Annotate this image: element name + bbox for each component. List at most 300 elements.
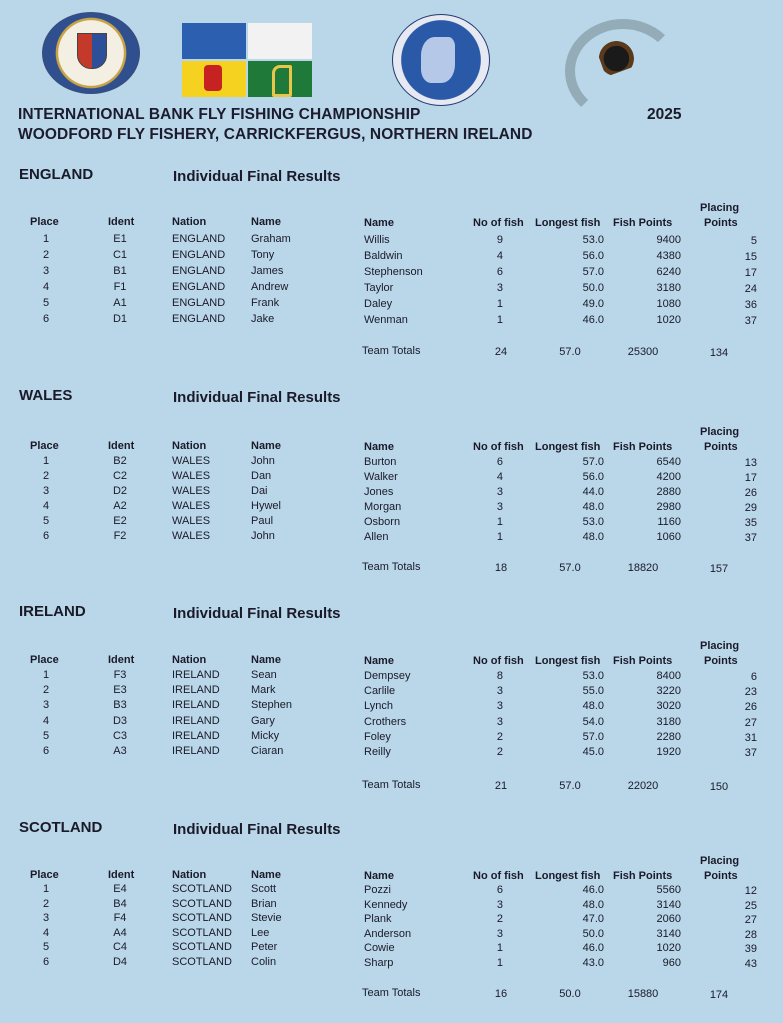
cell-last-name: Reilly: [364, 746, 391, 758]
cell-longest-fish: 46.0: [582, 314, 604, 326]
cell-place: 1: [42, 455, 50, 467]
col-header-last-name: Name: [364, 441, 394, 453]
team-total-placing: 157: [709, 563, 729, 575]
cell-last-name: Cowie: [364, 942, 395, 954]
section-country-heading: SCOTLAND: [19, 819, 103, 836]
cell-placing-points: 36: [744, 299, 757, 311]
cell-last-name: Kennedy: [364, 898, 408, 911]
cell-last-name: Taylor: [364, 282, 394, 294]
cell-place: 3: [42, 912, 50, 924]
cell-first-name: Andrew: [251, 281, 289, 293]
cell-nation: SCOTLAND: [172, 912, 232, 924]
col-header-ident: Ident: [108, 216, 135, 228]
cell-placing-points: 23: [744, 686, 757, 699]
team-total-fish: 21: [494, 780, 508, 792]
cell-last-name: Willis: [364, 234, 390, 246]
cell-last-name: Anderson: [364, 927, 412, 940]
cell-longest-fish: 44.0: [582, 486, 604, 498]
cell-first-name: Stevie: [251, 912, 282, 924]
cell-first-name: Lee: [251, 926, 270, 939]
cell-no-of-fish: 1: [496, 298, 503, 310]
col-header-place: Place: [30, 654, 59, 666]
cell-fish-points: 1080: [656, 298, 681, 310]
cell-ident: C3: [112, 729, 128, 742]
cell-place: 5: [42, 729, 50, 742]
cell-place: 1: [42, 233, 50, 245]
cell-no-of-fish: 4: [496, 471, 503, 483]
cell-longest-fish: 54.0: [582, 715, 604, 728]
cell-fish-points: 4380: [656, 250, 681, 262]
cell-place: 1: [42, 883, 50, 895]
col-header-points: Points: [704, 441, 738, 453]
cell-place: 6: [42, 955, 50, 968]
cell-ident: B2: [113, 455, 127, 467]
cell-placing-points: 35: [744, 517, 757, 529]
cell-placing-points: 27: [744, 716, 757, 729]
cell-ident: D3: [112, 714, 128, 727]
cell-fish-points: 1920: [656, 746, 681, 758]
col-header-points: Points: [704, 217, 738, 229]
team-totals-label: Team Totals: [362, 779, 421, 791]
cell-longest-fish: 48.0: [582, 531, 604, 543]
logo-bar: [0, 8, 783, 103]
cell-last-name: Lynch: [364, 700, 393, 713]
cell-no-of-fish: 1: [496, 942, 503, 954]
cell-last-name: Daley: [364, 298, 393, 310]
cell-no-of-fish: 3: [496, 486, 503, 498]
cell-longest-fish: 56.0: [582, 250, 604, 262]
cell-fish-points: 960: [662, 956, 681, 969]
cell-nation: ENGLAND: [172, 265, 226, 277]
col-header-first-name: Name: [251, 869, 281, 881]
cell-nation: ENGLAND: [172, 313, 226, 325]
cell-place: 5: [42, 297, 50, 309]
cell-last-name: Carlile: [364, 685, 396, 698]
col-header-last-name: Name: [364, 655, 394, 667]
cell-longest-fish: 45.0: [582, 746, 604, 758]
cell-first-name: Jake: [251, 313, 275, 325]
red-hand-icon: [204, 65, 222, 91]
cell-ident: B4: [113, 897, 127, 910]
cell-first-name: Dai: [251, 485, 268, 497]
cell-ident: A3: [113, 745, 127, 757]
col-header-points: Points: [704, 870, 738, 882]
cell-nation: ENGLAND: [172, 281, 226, 293]
cell-placing-points: 26: [744, 487, 757, 499]
col-header-first-name: Name: [251, 216, 281, 228]
cell-nation: IRELAND: [172, 714, 220, 727]
cell-placing-points: 43: [744, 957, 757, 970]
cell-fish-points: 2280: [656, 730, 681, 743]
cell-fish-points: 1020: [656, 942, 681, 954]
section-subtitle: Individual Final Results: [173, 605, 341, 622]
cell-first-name: Scott: [251, 883, 277, 895]
cell-last-name: Sharp: [364, 956, 394, 969]
section-country-heading: ENGLAND: [19, 166, 94, 183]
col-header-placing: Placing: [700, 426, 740, 438]
cell-nation: ENGLAND: [172, 233, 226, 245]
col-header-ident: Ident: [108, 654, 135, 666]
cell-ident: E3: [113, 684, 127, 697]
flag-quarter-icon: [248, 23, 312, 59]
cell-ident: D2: [112, 485, 128, 497]
cell-place: 2: [42, 249, 50, 261]
cell-placing-points: 29: [744, 502, 757, 514]
cell-last-name: Crothers: [364, 715, 407, 728]
team-total-fish: 16: [494, 988, 508, 1000]
championship-year: 2025: [647, 106, 682, 123]
cell-longest-fish: 57.0: [582, 730, 604, 743]
cell-nation: SCOTLAND: [172, 883, 232, 895]
cell-first-name: Tony: [251, 249, 275, 261]
cell-first-name: Frank: [251, 297, 280, 309]
cell-first-name: Hywel: [251, 500, 281, 512]
cell-placing-points: 17: [744, 267, 757, 279]
cell-ident: A4: [113, 926, 127, 939]
team-total-points: 22020: [627, 780, 659, 792]
cell-first-name: John: [251, 455, 275, 467]
cell-fish-points: 9400: [656, 234, 681, 246]
col-header-fish-points: Fish Points: [613, 217, 673, 229]
team-total-longest: 57.0: [559, 780, 581, 792]
shield-icon: [77, 33, 107, 69]
cell-longest-fish: 57.0: [582, 266, 604, 278]
championship-title: INTERNATIONAL BANK FLY FISHING CHAMPIONSHIP: [18, 106, 421, 123]
cell-place: 4: [42, 500, 50, 512]
cell-fish-points: 3180: [656, 282, 681, 294]
col-header-longest-fish: Longest fish: [535, 441, 601, 453]
cell-longest-fish: 53.0: [582, 234, 604, 246]
cell-fish-points: 3140: [656, 898, 681, 911]
flag-quarter-icon: [182, 23, 246, 59]
cell-ident: E1: [113, 233, 127, 245]
team-total-points: 15880: [627, 988, 659, 1000]
cell-nation: WALES: [172, 530, 211, 542]
cell-nation: ENGLAND: [172, 249, 226, 261]
cell-place: 3: [42, 265, 50, 277]
team-total-placing: 134: [709, 347, 729, 359]
cell-placing-points: 24: [744, 283, 757, 295]
cell-fish-points: 6540: [656, 456, 681, 468]
cell-fish-points: 3140: [656, 927, 681, 940]
cell-place: 5: [42, 515, 50, 527]
col-header-nation: Nation: [172, 654, 207, 666]
cell-placing-points: 27: [744, 914, 757, 926]
cell-fish-points: 3180: [656, 715, 681, 728]
cell-longest-fish: 55.0: [582, 685, 604, 698]
cell-fish-points: 2880: [656, 486, 681, 498]
cell-longest-fish: 56.0: [582, 471, 604, 483]
cell-place: 4: [42, 926, 50, 939]
team-total-longest: 57.0: [559, 346, 581, 358]
col-header-nation: Nation: [172, 216, 207, 228]
section-subtitle: Individual Final Results: [173, 821, 341, 838]
cell-placing-points: 25: [744, 899, 757, 912]
cell-nation: ENGLAND: [172, 297, 226, 309]
cell-no-of-fish: 2: [496, 746, 503, 758]
welsh-association-logo: [555, 11, 675, 111]
harp-icon: [272, 65, 292, 97]
col-header-longest-fish: Longest fish: [535, 870, 601, 882]
col-header-last-name: Name: [364, 870, 394, 882]
cell-first-name: James: [251, 265, 284, 277]
cell-placing-points: 17: [744, 472, 757, 484]
cell-fish-points: 6240: [656, 266, 681, 278]
col-header-place: Place: [30, 440, 59, 452]
cell-first-name: Dan: [251, 470, 272, 482]
cell-no-of-fish: 3: [496, 715, 503, 728]
col-header-points: Points: [704, 655, 738, 667]
cell-first-name: Brian: [251, 897, 277, 910]
cell-longest-fish: 48.0: [582, 501, 604, 513]
team-total-points: 18820: [627, 562, 659, 574]
cell-ident: F3: [113, 669, 127, 681]
team-total-points: 25300: [627, 346, 659, 358]
cell-longest-fish: 57.0: [582, 456, 604, 468]
cell-nation: IRELAND: [172, 669, 220, 681]
cell-ident: D4: [112, 955, 128, 968]
cell-longest-fish: 46.0: [582, 884, 604, 896]
col-header-placing: Placing: [700, 202, 740, 214]
venue-title: WOODFORD FLY FISHERY, CARRICKFERGUS, NORTHERN IRELAND: [18, 126, 533, 143]
cell-placing-points: 39: [744, 943, 757, 955]
cell-last-name: Burton: [364, 456, 397, 468]
cell-first-name: Peter: [251, 941, 278, 953]
cell-no-of-fish: 3: [496, 927, 503, 940]
cell-ident: F4: [113, 912, 127, 924]
cell-placing-points: 12: [744, 885, 757, 897]
cell-no-of-fish: 8: [496, 670, 503, 682]
cell-place: 3: [42, 485, 50, 497]
cell-last-name: Pozzi: [364, 884, 391, 896]
cell-no-of-fish: 3: [496, 501, 503, 513]
cell-no-of-fish: 1: [496, 531, 503, 543]
cell-ident: B3: [113, 699, 127, 712]
col-header-fish-points: Fish Points: [613, 870, 673, 882]
cell-last-name: Dempsey: [364, 670, 411, 682]
cell-place: 6: [42, 530, 50, 542]
team-total-longest: 57.0: [559, 562, 581, 574]
cell-first-name: Colin: [251, 955, 277, 968]
cell-no-of-fish: 6: [496, 456, 503, 468]
cell-last-name: Stephenson: [364, 266, 423, 278]
col-header-ident: Ident: [108, 440, 135, 452]
cell-longest-fish: 53.0: [582, 516, 604, 528]
col-header-fish-points: Fish Points: [613, 655, 673, 667]
col-header-no-of-fish: No of fish: [473, 217, 524, 229]
cell-fish-points: 3020: [656, 700, 681, 713]
flag-quarter-icon: [182, 61, 246, 97]
cell-nation: IRELAND: [172, 745, 220, 757]
cell-nation: WALES: [172, 500, 211, 512]
col-header-first-name: Name: [251, 440, 281, 452]
col-header-place: Place: [30, 869, 59, 881]
cell-place: 5: [42, 941, 50, 953]
cell-no-of-fish: 1: [496, 956, 503, 969]
cell-no-of-fish: 6: [496, 266, 503, 278]
cell-fish-points: 3220: [656, 685, 681, 698]
cell-nation: SCOTLAND: [172, 941, 232, 953]
cell-placing-points: 37: [744, 315, 757, 327]
cell-last-name: Osborn: [364, 516, 401, 528]
cell-no-of-fish: 4: [496, 250, 503, 262]
scottish-anglers-logo: [392, 14, 490, 106]
col-header-ident: Ident: [108, 869, 135, 881]
cell-first-name: Ciaran: [251, 745, 284, 757]
cell-place: 2: [42, 897, 50, 910]
cell-first-name: Mark: [251, 684, 276, 697]
cell-ident: A2: [113, 500, 127, 512]
team-total-fish: 24: [494, 346, 508, 358]
cell-longest-fish: 50.0: [582, 282, 604, 294]
cell-place: 4: [42, 714, 50, 727]
cell-no-of-fish: 2: [496, 730, 503, 743]
cell-placing-points: 37: [744, 747, 757, 759]
cell-no-of-fish: 1: [496, 516, 503, 528]
cell-placing-points: 28: [744, 928, 757, 941]
cell-placing-points: 26: [744, 701, 757, 714]
team-totals-label: Team Totals: [362, 987, 421, 999]
cell-longest-fish: 46.0: [582, 942, 604, 954]
cell-nation: SCOTLAND: [172, 897, 232, 910]
cell-ident: E4: [113, 883, 127, 895]
col-header-no-of-fish: No of fish: [473, 870, 524, 882]
cell-last-name: Allen: [364, 531, 389, 543]
section-subtitle: Individual Final Results: [173, 168, 341, 185]
col-header-placing: Placing: [700, 855, 740, 867]
cell-fish-points: 2060: [656, 913, 681, 925]
cell-place: 1: [42, 669, 50, 681]
cell-first-name: Stephen: [251, 699, 292, 712]
cell-no-of-fish: 1: [496, 314, 503, 326]
cell-last-name: Jones: [364, 486, 394, 498]
cell-place: 2: [42, 470, 50, 482]
cell-ident: F1: [113, 281, 127, 293]
cell-first-name: John: [251, 530, 275, 542]
cell-first-name: Gary: [251, 714, 275, 727]
cell-longest-fish: 53.0: [582, 670, 604, 682]
col-header-placing: Placing: [700, 640, 740, 652]
cell-no-of-fish: 3: [496, 282, 503, 294]
cell-ident: C4: [112, 941, 128, 953]
cell-last-name: Plank: [364, 913, 392, 925]
cell-longest-fish: 50.0: [582, 927, 604, 940]
cell-last-name: Walker: [364, 471, 398, 483]
col-header-fish-points: Fish Points: [613, 441, 673, 453]
cell-first-name: Sean: [251, 669, 277, 681]
team-total-fish: 18: [494, 562, 508, 574]
cell-nation: WALES: [172, 470, 211, 482]
cell-longest-fish: 43.0: [582, 956, 604, 969]
cell-fish-points: 1160: [657, 516, 681, 528]
cell-placing-points: 15: [744, 251, 757, 263]
cell-nation: IRELAND: [172, 699, 220, 712]
col-header-longest-fish: Longest fish: [535, 655, 601, 667]
cell-place: 6: [42, 313, 50, 325]
cell-place: 3: [42, 699, 50, 712]
cell-nation: IRELAND: [172, 729, 220, 742]
team-totals-label: Team Totals: [362, 561, 421, 573]
cell-last-name: Baldwin: [364, 250, 403, 262]
cell-no-of-fish: 2: [496, 913, 503, 925]
cell-no-of-fish: 6: [496, 884, 503, 896]
cell-nation: WALES: [172, 485, 211, 497]
cell-placing-points: 31: [744, 731, 757, 744]
col-header-nation: Nation: [172, 440, 207, 452]
cell-ident: F2: [113, 530, 127, 542]
cell-no-of-fish: 3: [496, 685, 503, 698]
cell-longest-fish: 48.0: [582, 898, 604, 911]
cell-fish-points: 8400: [656, 670, 681, 682]
cell-placing-points: 6: [750, 671, 757, 683]
cell-no-of-fish: 3: [496, 700, 503, 713]
cell-fish-points: 2980: [656, 501, 681, 513]
cell-placing-points: 5: [750, 235, 757, 247]
col-header-longest-fish: Longest fish: [535, 217, 601, 229]
team-total-placing: 174: [709, 989, 729, 1001]
cell-longest-fish: 47.0: [582, 913, 604, 925]
cell-nation: SCOTLAND: [172, 955, 232, 968]
team-total-placing: 150: [709, 781, 729, 793]
cell-fish-points: 1060: [656, 531, 681, 543]
cell-nation: IRELAND: [172, 684, 220, 697]
col-header-no-of-fish: No of fish: [473, 441, 524, 453]
cell-placing-points: 37: [744, 532, 757, 544]
cell-no-of-fish: 3: [496, 898, 503, 911]
col-header-no-of-fish: No of fish: [473, 655, 524, 667]
cell-nation: WALES: [172, 515, 211, 527]
cell-longest-fish: 49.0: [582, 298, 604, 310]
section-subtitle: Individual Final Results: [173, 389, 341, 406]
cell-ident: E2: [113, 515, 127, 527]
col-header-place: Place: [30, 216, 59, 228]
flag-quarter-icon: [248, 61, 312, 97]
cell-place: 2: [42, 684, 50, 697]
cell-place: 6: [42, 745, 50, 757]
cell-ident: D1: [112, 313, 128, 325]
col-header-first-name: Name: [251, 654, 281, 666]
cell-no-of-fish: 9: [496, 234, 503, 246]
cell-ident: C2: [112, 470, 128, 482]
cell-nation: SCOTLAND: [172, 926, 232, 939]
section-country-heading: IRELAND: [19, 603, 86, 620]
cell-placing-points: 13: [744, 457, 757, 469]
cell-last-name: Foley: [364, 730, 391, 743]
cell-last-name: Wenman: [364, 314, 408, 326]
cell-ident: A1: [113, 297, 127, 309]
cell-ident: C1: [112, 249, 128, 261]
section-country-heading: WALES: [19, 387, 73, 404]
cell-nation: WALES: [172, 455, 211, 467]
col-header-nation: Nation: [172, 869, 207, 881]
cell-first-name: Paul: [251, 515, 274, 527]
cell-last-name: Morgan: [364, 501, 402, 513]
team-total-longest: 50.0: [559, 988, 581, 1000]
cell-fish-points: 1020: [656, 314, 681, 326]
col-header-last-name: Name: [364, 217, 394, 229]
english-association-logo: [42, 12, 140, 94]
cell-ident: B1: [113, 265, 127, 277]
cell-fish-points: 5560: [656, 884, 681, 896]
team-totals-label: Team Totals: [362, 345, 421, 357]
cell-fish-points: 4200: [656, 471, 681, 483]
four-provinces-flag-logo: [182, 23, 314, 97]
scotland-map-icon: [421, 37, 455, 83]
cell-place: 4: [42, 281, 50, 293]
cell-first-name: Micky: [251, 729, 280, 742]
cell-longest-fish: 48.0: [582, 700, 604, 713]
cell-first-name: Graham: [251, 233, 291, 245]
